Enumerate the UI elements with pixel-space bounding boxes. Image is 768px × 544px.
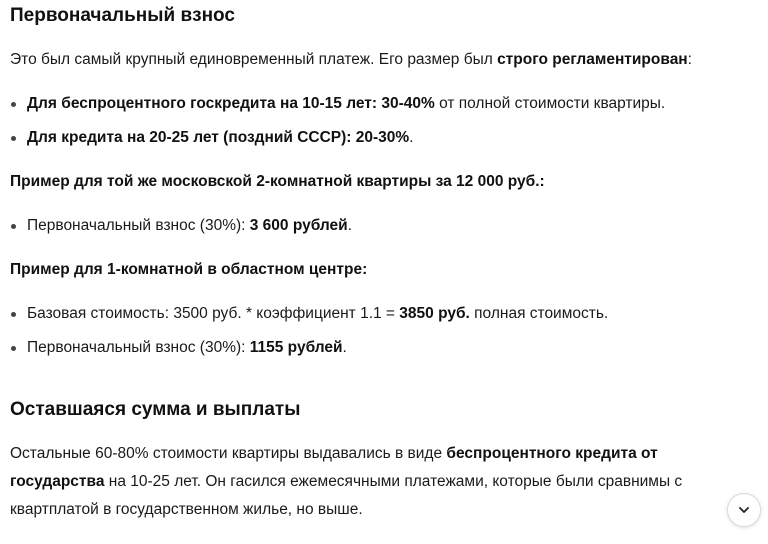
intro-paragraph xyxy=(10,46,745,74)
list-item-tail: . xyxy=(342,339,347,356)
remaining-paragraph xyxy=(10,440,745,524)
section-heading-remaining: Оставшаяся сумма и выплаты xyxy=(10,399,301,420)
example1-list xyxy=(10,212,745,246)
example2-heading-text: Пример для 1-комнатной в областном центре: xyxy=(10,261,368,278)
list-item xyxy=(10,334,745,368)
list-item-bold: 3850 руб. xyxy=(399,305,470,322)
example2-list xyxy=(10,300,745,368)
list-item xyxy=(10,124,745,158)
remaining-text-1: Остальные 60-80% стоимости квартиры выдавались в виде xyxy=(10,445,447,462)
example2-heading xyxy=(10,256,745,284)
bullet-dot xyxy=(11,346,16,351)
remaining-bold: беспроцентного кредита от государства xyxy=(10,445,658,490)
list-item-text: Первоначальный взнос (30%): xyxy=(27,339,250,356)
list-item-bold: Для кредита на 20-25 лет (поздний СССР): 20-30% xyxy=(27,129,410,146)
list-item xyxy=(10,90,745,124)
remaining-text-2: на 10-25 лет. Он гасился ежемесячными платежами, которые были сравнимы с квартплатой в государственном жилье, но выше. xyxy=(10,473,683,518)
list-item xyxy=(10,212,745,246)
section-heading-down-payment: Первоначальный взнос xyxy=(10,5,235,26)
list-item-bold: Для беспроцентного госкредита на 10-15 лет: 30-40% xyxy=(27,95,435,112)
bullet-dot xyxy=(11,312,16,317)
list-item-bold: 1155 рублей xyxy=(249,339,343,356)
list-item xyxy=(10,300,745,334)
intro-tail: : xyxy=(687,51,692,68)
example1-heading xyxy=(10,168,745,196)
example1-heading-text: Пример для той же московской 2-комнатной квартиры за 12 000 руб.: xyxy=(10,173,545,190)
list-item-text: Базовая стоимость: 3500 руб. * коэффициент 1.1 = xyxy=(27,305,400,322)
rates-list xyxy=(10,90,745,158)
intro-text: Это был самый крупный единовременный платеж. Его размер был xyxy=(10,51,498,68)
bullet-dot xyxy=(11,136,16,141)
list-item-text: от полной стоимости квартиры. xyxy=(434,95,666,112)
scroll-down-button[interactable] xyxy=(727,493,761,527)
list-item-tail: . xyxy=(347,217,353,234)
chevron-down-icon xyxy=(737,503,751,517)
list-item-text: Первоначальный взнос (30%): xyxy=(27,217,250,234)
list-item-bold: 3 600 рублей xyxy=(249,217,348,234)
bullet-dot xyxy=(11,224,16,229)
intro-bold: строго регламентирован xyxy=(497,51,688,68)
bullet-dot xyxy=(11,102,16,107)
list-item-tail: полная стоимость. xyxy=(469,305,609,322)
list-item-text: . xyxy=(409,129,414,146)
